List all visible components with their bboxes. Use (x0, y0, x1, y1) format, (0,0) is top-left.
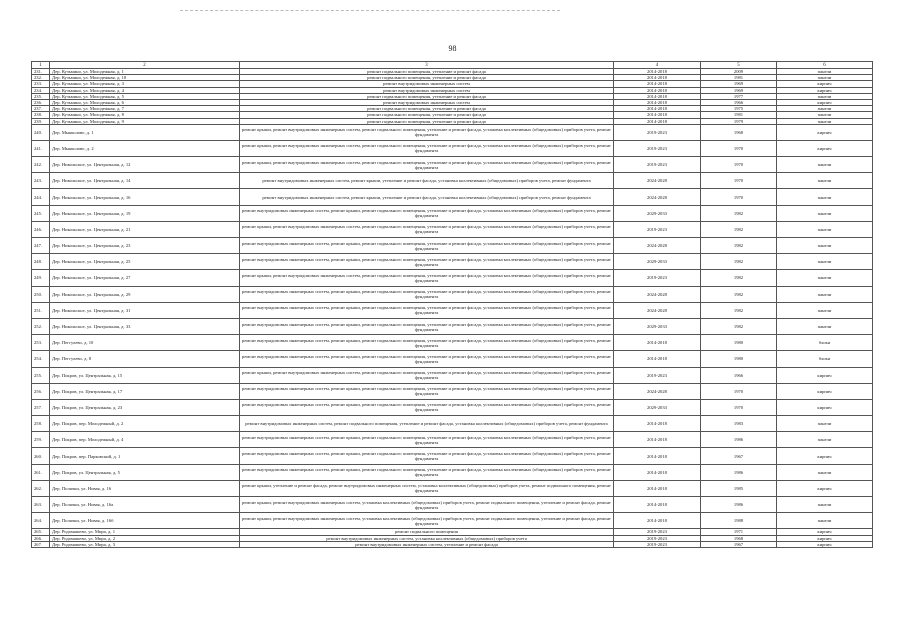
house-address: Дер. Кузьмино, ул. Молодежная, д. 8 (50, 112, 240, 118)
build-year: 1970 (701, 189, 777, 205)
build-year: 1981 (701, 112, 777, 118)
repair-period: 2019-2023 (614, 124, 701, 140)
wall-material: кирпич (777, 81, 873, 87)
house-address: Дер. Покров, ул. Центральная, д. 15 (50, 367, 240, 383)
build-year: 1977 (701, 93, 777, 99)
house-address: Дер. Пеггулево, д. 10 (50, 335, 240, 351)
house-address: Дер. Кузьмино, ул. Молодежная, д. 10 (50, 75, 240, 81)
repair-works: ремонт внутридомовых инженерных систем, ремонт крыши, ремонт подвального помещения, утепление и ремонт фасада, установка коллективных (общедомовых) приборов учета, ремонт фундамента (240, 399, 614, 415)
table-row (32, 302, 873, 318)
repair-period: 2014-2018 (614, 513, 701, 529)
wall-material: панели (777, 286, 873, 302)
build-year: 1967 (701, 541, 777, 547)
wall-material: панели (777, 106, 873, 112)
row-number: 248. (32, 254, 50, 270)
column-header: 1 (32, 62, 50, 69)
house-address: Дер. Никольское, ул. Центральная, д. 31 (50, 302, 240, 318)
house-address: Дер. Никольское, ул. Центральная, д. 19 (50, 205, 240, 221)
row-number: 239. (32, 118, 50, 124)
wall-material: панели (777, 270, 873, 286)
repair-works: ремонт подвального помещения, утепление и ремонт фасада (240, 93, 614, 99)
build-year: 1983 (701, 416, 777, 432)
house-address: Дер. Мыкколово, д. 2 (50, 140, 240, 156)
repair-period: 2014-2018 (614, 87, 701, 93)
repair-period: 2029-2033 (614, 318, 701, 334)
repair-works: ремонт внутридомовых инженерных систем, ремонт крыши, ремонт подвального помещения, утепление и ремонт фасада, установка коллективных (общедомовых) приборов учета, ремонт фундамента (240, 302, 614, 318)
repair-period: 2014-2018 (614, 99, 701, 105)
table-row (32, 497, 873, 513)
build-year: 1982 (701, 238, 777, 254)
repair-works: ремонт внутридомовых инженерных систем, ремонт крыши, утепление и ремонт фасада, установка коллективных (общедомовых) приборов учета, ремонт фундамента (240, 173, 614, 189)
table-row (32, 254, 873, 270)
wall-material: панели (777, 75, 873, 81)
repair-works: ремонт крыши, ремонт внутридомовых инженерных систем, установка коллективных (общедомовых) приборов учета, ремонт подвального помещения, утепление и ремонт фасада, ремонт фундамента (240, 513, 614, 529)
build-year: 1982 (701, 254, 777, 270)
repair-period: 2019-2023 (614, 529, 701, 535)
repair-period: 2029-2033 (614, 205, 701, 221)
table-row (32, 189, 873, 205)
table-row (32, 399, 873, 415)
repair-works: ремонт внутридомовых инженерных систем, установка коллективных (общедомовых) приборов учета (240, 535, 614, 541)
row-number: 253. (32, 335, 50, 351)
repair-period: 2019-2023 (614, 535, 701, 541)
table-row (32, 416, 873, 432)
row-number: 267. (32, 541, 50, 547)
house-address: Дер. Полячки, ул. Новая, д. 16 (50, 480, 240, 496)
column-header: 4 (614, 62, 701, 69)
repair-works: ремонт внутридомовых инженерных систем (240, 99, 614, 105)
wall-material: панели (777, 118, 873, 124)
table-row (32, 140, 873, 156)
row-number: 249. (32, 270, 50, 286)
repair-period: 2014-2018 (614, 106, 701, 112)
row-number: 244. (32, 189, 50, 205)
house-address: Дер. Никольское, ул. Центральная, д. 14 (50, 173, 240, 189)
table-row (32, 221, 873, 237)
wall-material: панели (777, 254, 873, 270)
wall-material: кирпич (777, 529, 873, 535)
wall-material: кирпич (777, 124, 873, 140)
repair-works: ремонт подвального помещения, утепление и ремонт фасада (240, 118, 614, 124)
repair-works: ремонт внутридомовых инженерных систем (240, 87, 614, 93)
repair-works: ремонт подвального помещения (240, 529, 614, 535)
house-address: Дер. Родомашево, ул. Мира, д. 3 (50, 541, 240, 547)
wall-material: кирпич (777, 87, 873, 93)
repair-works: ремонт крыши, ремонт внутридомовых инженерных систем, ремонт подвального помещения, утепление и ремонт фасада, установка коллективных (общедомовых) приборов учета, ремонт фундамента (240, 270, 614, 286)
build-year: 1968 (701, 535, 777, 541)
house-address: Дер. Никольское, ул. Центральная, д. 33 (50, 318, 240, 334)
house-address: Дер. Покров, пер. Молодежный, д. 2 (50, 416, 240, 432)
row-number: 264. (32, 513, 50, 529)
row-number: 242. (32, 157, 50, 173)
repair-period: 2024-2028 (614, 383, 701, 399)
build-year: 1982 (701, 318, 777, 334)
column-header: 6 (777, 62, 873, 69)
house-address: Дер. Кузьмино, ул. Молодежная, д. 1 (50, 69, 240, 75)
house-address: Дер. Мыкколово, д. 1 (50, 124, 240, 140)
column-header: 2 (50, 62, 240, 69)
table-row (32, 367, 873, 383)
repair-works: ремонт крыши, ремонт внутридомовых инженерных систем, ремонт подвального помещения, утепление и ремонт фасада, установка коллективных (общедомовых) приборов учета, ремонт фундамента (240, 124, 614, 140)
repair-period: 2019-2023 (614, 367, 701, 383)
build-year: 1981 (701, 75, 777, 81)
build-year: 1986 (701, 497, 777, 513)
row-number: 237. (32, 106, 50, 112)
house-address: Дер. Покров, пер. Молодежный, д. 4 (50, 432, 240, 448)
house-address: Дер. Родомашево, ул. Мира, д. 1 (50, 529, 240, 535)
repair-period: 2024-2028 (614, 173, 701, 189)
row-number: 255. (32, 367, 50, 383)
house-address: Дер. Пеггулево, д. 8 (50, 351, 240, 367)
build-year: 1966 (701, 367, 777, 383)
repair-works: ремонт внутридомовых инженерных систем, ремонт крыши, ремонт подвального помещения, утепление и ремонт фасада, установка коллективных (общедомовых) приборов учета, ремонт фундамента (240, 464, 614, 480)
build-year: 1969 (701, 81, 777, 87)
wall-material: кирпич (777, 99, 873, 105)
repair-works: ремонт внутридомовых инженерных систем, ремонт крыши, ремонт подвального помещения, утепление и ремонт фасада, установка коллективных (общедомовых) приборов учета, ремонт фундамента (240, 238, 614, 254)
house-address: Дер. Никольское, ул. Центральная, д. 21 (50, 221, 240, 237)
row-number: 233. (32, 81, 50, 87)
build-year: 1982 (701, 286, 777, 302)
row-number: 238. (32, 112, 50, 118)
repair-period: 2024-2028 (614, 189, 701, 205)
repair-works: ремонт крыши, утепление и ремонт фасада, ремонт внутридомовых инженерных систем, установка коллективных (общедомовых) приборов учета, ремонт подвального помещения, ремонт фундамента (240, 480, 614, 496)
repair-period: 2014-2018 (614, 416, 701, 432)
table-row (32, 124, 873, 140)
wall-material: панели (777, 189, 873, 205)
row-number: 241. (32, 140, 50, 156)
repair-period: 2019-2023 (614, 270, 701, 286)
wall-material: панели (777, 221, 873, 237)
wall-material: кирпич (777, 480, 873, 496)
build-year: 1982 (701, 205, 777, 221)
row-number: 257. (32, 399, 50, 415)
build-year: 1980 (701, 351, 777, 367)
table-row (32, 335, 873, 351)
wall-material: панели (777, 497, 873, 513)
repair-works: ремонт внутридомовых инженерных систем, ремонт крыши, ремонт подвального помещения, утепление и ремонт фасада, установка коллективных (общедомовых) приборов учета, ремонт фундамента (240, 351, 614, 367)
repair-period: 2014-2018 (614, 480, 701, 496)
build-year: 2009 (701, 69, 777, 75)
build-year: 1970 (701, 383, 777, 399)
row-number: 234. (32, 87, 50, 93)
table-row (32, 513, 873, 529)
house-address: Дер. Покров, пер. Парковский, д. 1 (50, 448, 240, 464)
row-number: 247. (32, 238, 50, 254)
row-number: 256. (32, 383, 50, 399)
row-number: 254. (32, 351, 50, 367)
build-year: 1970 (701, 140, 777, 156)
wall-material: панели (777, 112, 873, 118)
repair-period: 2014-2018 (614, 448, 701, 464)
row-number: 265. (32, 529, 50, 535)
build-year: 1982 (701, 221, 777, 237)
house-address: Дер. Покров, ул. Центральная, д. 23 (50, 399, 240, 415)
house-address: Дер. Кузьмино, ул. Молодежная, д. 3 (50, 81, 240, 87)
repair-period: 2014-2018 (614, 497, 701, 513)
wall-material: кирпич (777, 535, 873, 541)
repair-period: 2019-2023 (614, 221, 701, 237)
scan-artifact-line (180, 10, 560, 11)
repair-works: ремонт внутридомовых инженерных систем, ремонт крыши, утепление и ремонт фасада, установка коллективных (общедомовых) приборов учета, ремонт фундамента (240, 189, 614, 205)
repair-period: 2029-2033 (614, 399, 701, 415)
row-number: 262. (32, 480, 50, 496)
row-number: 232. (32, 75, 50, 81)
row-number: 259. (32, 432, 50, 448)
table-row (32, 464, 873, 480)
repair-works: ремонт подвального помещения, утепление и ремонт фасада (240, 75, 614, 81)
wall-material: панели (777, 238, 873, 254)
wall-material: панели (777, 93, 873, 99)
wall-material: панели (777, 416, 873, 432)
table-row (32, 286, 873, 302)
house-address: Дер. Полячки, ул. Новая, д. 16а (50, 497, 240, 513)
row-number: 235. (32, 93, 50, 99)
wall-material: кирпич (777, 541, 873, 547)
table-row (32, 432, 873, 448)
repair-period: 2014-2018 (614, 81, 701, 87)
repair-period: 2019-2023 (614, 541, 701, 547)
repair-period: 2014-2018 (614, 75, 701, 81)
wall-material: панели (777, 205, 873, 221)
repair-period: 2014-2018 (614, 351, 701, 367)
repair-works: ремонт крыши, ремонт внутридомовых инженерных систем, ремонт подвального помещения, утепление и ремонт фасада, установка коллективных (общедомовых) приборов учета, ремонт фундамента (240, 157, 614, 173)
build-year: 1966 (701, 99, 777, 105)
repair-works: ремонт внутридомовых инженерных систем, ремонт крыши, ремонт подвального помещения, утепление и ремонт фасада, установка коллективных (общедомовых) приборов учета, ремонт фундамента (240, 254, 614, 270)
repair-works: ремонт внутридомовых инженерных систем, ремонт крыши, ремонт подвального помещения, утепление и ремонт фасада, установка коллективных (общедомовых) приборов учета, ремонт фундамента (240, 383, 614, 399)
table-row (32, 541, 873, 547)
wall-material: панели (777, 173, 873, 189)
build-year: 1970 (701, 157, 777, 173)
house-address: Дер. Кузьмино, ул. Молодежная, д. 5 (50, 93, 240, 99)
repair-works: ремонт крыши, ремонт внутридомовых инженерных систем, установка коллективных (общедомовых) приборов учета, ремонт подвального помещения, утепление и ремонт фасада, ремонт фундамента (240, 497, 614, 513)
row-number: 260. (32, 448, 50, 464)
build-year: 1982 (701, 270, 777, 286)
build-year: 1979 (701, 118, 777, 124)
build-year: 1980 (701, 335, 777, 351)
repair-works: ремонт внутридомовых инженерных систем, ремонт подвального помещения, утепление и ремонт фасада, установка коллективных (общедомовых) приборов учета, ремонт фундамента (240, 416, 614, 432)
table-row (32, 238, 873, 254)
table-row (32, 205, 873, 221)
repair-period: 2014-2018 (614, 464, 701, 480)
row-number: 243. (32, 173, 50, 189)
wall-material: кирпич (777, 367, 873, 383)
repair-works: ремонт внутридомовых инженерных систем, ремонт крыши, ремонт подвального помещения, утепление и ремонт фасада, установка коллективных (общедомовых) приборов учета, ремонт фундамента (240, 335, 614, 351)
row-number: 252. (32, 318, 50, 334)
row-number: 246. (32, 221, 50, 237)
repair-works: ремонт крыши, ремонт внутридомовых инженерных систем, ремонт подвального помещения, утепление и ремонт фасада, установка коллективных (общедомовых) приборов учета, ремонт фундамента (240, 367, 614, 383)
page-number: 98 (448, 44, 457, 53)
repair-period: 2024-2028 (614, 286, 701, 302)
build-year: 1970 (701, 399, 777, 415)
house-address: Дер. Кузьмино, ул. Молодежная, д. 7 (50, 106, 240, 112)
row-number: 251. (32, 302, 50, 318)
wall-material: панели (777, 157, 873, 173)
build-year: 1970 (701, 173, 777, 189)
house-address: Дер. Никольское, ул. Центральная, д. 23 (50, 238, 240, 254)
repair-works: ремонт внутридомовых инженерных систем, ремонт крыши, ремонт подвального помещения, утепление и ремонт фасада, установка коллективных (общедомовых) приборов учета, ремонт фундамента (240, 318, 614, 334)
house-address: Дер. Родомашево, ул. Мира, д. 2 (50, 535, 240, 541)
build-year: 1968 (701, 124, 777, 140)
build-year: 1969 (701, 87, 777, 93)
row-number: 231. (32, 69, 50, 75)
row-number: 240. (32, 124, 50, 140)
table-row (32, 448, 873, 464)
build-year: 1988 (701, 513, 777, 529)
house-address: Дер. Никольское, ул. Центральная, д. 16 (50, 189, 240, 205)
repair-period: 2014-2018 (614, 118, 701, 124)
table-row (32, 270, 873, 286)
row-number: 236. (32, 99, 50, 105)
repair-period: 2019-2023 (614, 157, 701, 173)
build-year: 1982 (701, 302, 777, 318)
house-address: Дер. Никольское, ул. Центральная, д. 29 (50, 286, 240, 302)
repair-works: ремонт внутридомовых инженерных систем, ремонт крыши, ремонт подвального помещения, утепление и ремонт фасада, установка коллективных (общедомовых) приборов учета, ремонт фундамента (240, 205, 614, 221)
build-year: 1971 (701, 529, 777, 535)
column-header: 3 (240, 62, 614, 69)
house-address: Дер. Кузьмино, ул. Молодежная, д. 4 (50, 87, 240, 93)
house-address: Дер. Кузьмино, ул. Молодежная, д. 9 (50, 118, 240, 124)
repair-period: 2014-2018 (614, 93, 701, 99)
column-header: 5 (701, 62, 777, 69)
build-year: 1975 (701, 106, 777, 112)
repair-period: 2014-2018 (614, 69, 701, 75)
row-number: 250. (32, 286, 50, 302)
table-row (32, 157, 873, 173)
row-number: 258. (32, 416, 50, 432)
house-address: Дер. Покров, ул. Центральная, д. 5 (50, 464, 240, 480)
wall-material: панели (777, 432, 873, 448)
repair-works: ремонт подвального помещения, утепление и ремонт фасада (240, 69, 614, 75)
repair-works: ремонт крыши, ремонт внутридомовых инженерных систем, ремонт подвального помещения, утепление и ремонт фасада, установка коллективных (общедомовых) приборов учета, ремонт фундамента (240, 140, 614, 156)
house-address: Дер. Покров, ул. Центральная, д. 17 (50, 383, 240, 399)
wall-material: кирпич (777, 399, 873, 415)
wall-material: панели (777, 69, 873, 75)
wall-material: кирпич (777, 140, 873, 156)
house-address: Дер. Полячки, ул. Новая, д. 16б (50, 513, 240, 529)
wall-material: блоки (777, 335, 873, 351)
build-year: 1967 (701, 448, 777, 464)
house-address: Дер. Никольское, ул. Центральная, д. 27 (50, 270, 240, 286)
repair-period: 2024-2028 (614, 302, 701, 318)
repair-period: 2014-2018 (614, 432, 701, 448)
column-number-row (32, 62, 873, 69)
house-address: Дер. Кузьмино, ул. Молодежная, д. 6 (50, 99, 240, 105)
house-address: Дер. Никольское, ул. Центральная, д. 25 (50, 254, 240, 270)
wall-material: панели (777, 318, 873, 334)
wall-material: кирпич (777, 383, 873, 399)
row-number: 263. (32, 497, 50, 513)
repair-period: 2029-2033 (614, 254, 701, 270)
wall-material: панели (777, 464, 873, 480)
repair-period: 2014-2018 (614, 112, 701, 118)
wall-material: блоки (777, 351, 873, 367)
table-row (32, 480, 873, 496)
row-number: 266. (32, 535, 50, 541)
repair-works: ремонт подвального помещения, утепление и ремонт фасада (240, 106, 614, 112)
repair-works: ремонт внутридомовых инженерных систем, ремонт крыши, ремонт подвального помещения, утепление и ремонт фасада, установка коллективных (общедомовых) приборов учета, ремонт фундамента (240, 448, 614, 464)
repair-works: ремонт крыши, ремонт внутридомовых инженерных систем, ремонт подвального помещения, утепление и ремонт фасада, установка коллективных (общедомовых) приборов учета, ремонт фундамента (240, 221, 614, 237)
table-row (32, 318, 873, 334)
build-year: 1986 (701, 464, 777, 480)
repair-works: ремонт подвального помещения, утепление и ремонт фасада (240, 112, 614, 118)
row-number: 245. (32, 205, 50, 221)
repair-works: ремонт внутридомовых инженерных систем, ремонт крыши, ремонт подвального помещения, утепление и ремонт фасада, установка коллективных (общедомовых) приборов учета, ремонт фундамента (240, 432, 614, 448)
repair-works: ремонт внутридомовых инженерных систем, утепление и ремонт фасада (240, 541, 614, 547)
row-number: 261. (32, 464, 50, 480)
table-row (32, 383, 873, 399)
wall-material: кирпич (777, 448, 873, 464)
house-address: Дер. Никольское, ул. Центральная, д. 12 (50, 157, 240, 173)
repair-period: 2014-2018 (614, 335, 701, 351)
build-year: 1986 (701, 432, 777, 448)
table-row (32, 351, 873, 367)
repair-works: ремонт внутридомовых инженерных систем (240, 81, 614, 87)
repair-period: 2019-2023 (614, 140, 701, 156)
wall-material: панели (777, 302, 873, 318)
capital-repair-table (31, 61, 873, 548)
table-row (32, 173, 873, 189)
wall-material: панели (777, 513, 873, 529)
build-year: 1985 (701, 480, 777, 496)
repair-works: ремонт внутридомовых инженерных систем, ремонт крыши, ремонт подвального помещения, утепление и ремонт фасада, установка коллективных (общедомовых) приборов учета, ремонт фундамента (240, 286, 614, 302)
repair-period: 2024-2028 (614, 238, 701, 254)
